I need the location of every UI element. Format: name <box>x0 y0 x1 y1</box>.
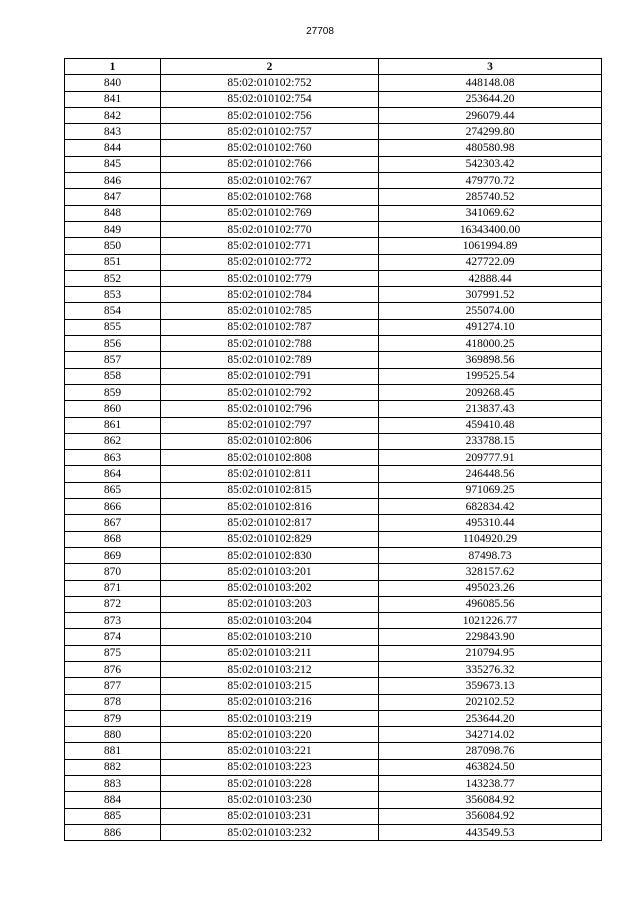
row-number-cell: 865 <box>65 482 161 498</box>
row-number-cell: 860 <box>65 401 161 417</box>
row-number-cell: 883 <box>65 776 161 792</box>
row-number-cell: 847 <box>65 189 161 205</box>
table-row <box>65 466 602 482</box>
table-row <box>65 515 602 531</box>
cadastral-number-cell: 85:02:010102:791 <box>161 368 379 384</box>
row-number-cell: 876 <box>65 661 161 677</box>
cadastral-number-cell: 85:02:010102:796 <box>161 401 379 417</box>
value-cell: 342714.02 <box>379 727 602 743</box>
value-cell: 463824.50 <box>379 759 602 775</box>
cadastral-number-cell: 85:02:010103:202 <box>161 580 379 596</box>
table-row <box>65 613 602 629</box>
row-number-cell: 859 <box>65 384 161 400</box>
cadastral-number-cell: 85:02:010103:211 <box>161 645 379 661</box>
cadastral-number-cell: 85:02:010103:228 <box>161 776 379 792</box>
table-row <box>65 727 602 743</box>
cadastral-number-cell: 85:02:010103:216 <box>161 694 379 710</box>
value-cell: 246448.56 <box>379 466 602 482</box>
column-header-3: 3 <box>379 59 602 75</box>
table-row <box>65 531 602 547</box>
cadastral-number-cell: 85:02:010103:219 <box>161 710 379 726</box>
value-cell: 356084.92 <box>379 792 602 808</box>
cadastral-number-cell: 85:02:010102:785 <box>161 303 379 319</box>
cadastral-number-cell: 85:02:010102:769 <box>161 205 379 221</box>
row-number-cell: 850 <box>65 238 161 254</box>
value-cell: 253644.20 <box>379 710 602 726</box>
table-row <box>65 433 602 449</box>
cadastral-number-cell: 85:02:010102:757 <box>161 124 379 140</box>
row-number-cell: 880 <box>65 727 161 743</box>
row-number-cell: 873 <box>65 613 161 629</box>
cadastral-number-cell: 85:02:010103:231 <box>161 808 379 824</box>
table-row <box>65 417 602 433</box>
value-cell: 491274.10 <box>379 319 602 335</box>
table-row <box>65 401 602 417</box>
row-number-cell: 882 <box>65 759 161 775</box>
cadastral-number-cell: 85:02:010102:816 <box>161 499 379 515</box>
value-cell: 143238.77 <box>379 776 602 792</box>
table-row <box>65 694 602 710</box>
value-cell: 369898.56 <box>379 352 602 368</box>
table-row <box>65 710 602 726</box>
value-cell: 253644.20 <box>379 91 602 107</box>
table-row <box>65 107 602 123</box>
table-row <box>65 596 602 612</box>
table-row <box>65 564 602 580</box>
value-cell: 296079.44 <box>379 107 602 123</box>
cadastral-number-cell: 85:02:010103:204 <box>161 613 379 629</box>
table-row <box>65 221 602 237</box>
table-row <box>65 499 602 515</box>
table-row <box>65 303 602 319</box>
value-cell: 307991.52 <box>379 287 602 303</box>
cadastral-number-cell: 85:02:010102:770 <box>161 221 379 237</box>
table-row <box>65 547 602 563</box>
table-row <box>65 368 602 384</box>
cadastral-number-cell: 85:02:010102:830 <box>161 547 379 563</box>
value-cell: 285740.52 <box>379 189 602 205</box>
row-number-cell: 886 <box>65 824 161 840</box>
table-row <box>65 580 602 596</box>
cadastral-number-cell: 85:02:010102:767 <box>161 173 379 189</box>
cadastral-number-cell: 85:02:010103:212 <box>161 661 379 677</box>
table-row <box>65 319 602 335</box>
value-cell: 1104920.29 <box>379 531 602 547</box>
table-row <box>65 238 602 254</box>
row-number-cell: 853 <box>65 287 161 303</box>
cadastral-number-cell: 85:02:010102:829 <box>161 531 379 547</box>
value-cell: 971069.25 <box>379 482 602 498</box>
table-row <box>65 661 602 677</box>
cadastral-number-cell: 85:02:010102:766 <box>161 156 379 172</box>
cadastral-number-cell: 85:02:010103:230 <box>161 792 379 808</box>
cadastral-number-cell: 85:02:010102:817 <box>161 515 379 531</box>
value-cell: 202102.52 <box>379 694 602 710</box>
table-row <box>65 287 602 303</box>
cadastral-number-cell: 85:02:010102:792 <box>161 384 379 400</box>
cadastral-number-cell: 85:02:010103:201 <box>161 564 379 580</box>
table-row <box>65 140 602 156</box>
value-cell: 233788.15 <box>379 433 602 449</box>
table-row <box>65 450 602 466</box>
table-row <box>65 384 602 400</box>
value-cell: 16343400.00 <box>379 221 602 237</box>
cadastral-number-cell: 85:02:010102:756 <box>161 107 379 123</box>
row-number-cell: 878 <box>65 694 161 710</box>
row-number-cell: 868 <box>65 531 161 547</box>
cadastral-number-cell: 85:02:010102:784 <box>161 287 379 303</box>
cadastral-number-cell: 85:02:010102:806 <box>161 433 379 449</box>
row-number-cell: 845 <box>65 156 161 172</box>
value-cell: 209777.91 <box>379 450 602 466</box>
cadastral-number-cell: 85:02:010102:752 <box>161 75 379 91</box>
value-cell: 287098.76 <box>379 743 602 759</box>
cadastral-number-cell: 85:02:010102:797 <box>161 417 379 433</box>
cadastral-number-cell: 85:02:010102:788 <box>161 336 379 352</box>
table-row <box>65 352 602 368</box>
row-number-cell: 858 <box>65 368 161 384</box>
row-number-cell: 841 <box>65 91 161 107</box>
table-row <box>65 205 602 221</box>
value-cell: 335276.32 <box>379 661 602 677</box>
row-number-cell: 854 <box>65 303 161 319</box>
row-number-cell: 871 <box>65 580 161 596</box>
row-number-cell: 879 <box>65 710 161 726</box>
row-number-cell: 842 <box>65 107 161 123</box>
cadastral-number-cell: 85:02:010102:811 <box>161 466 379 482</box>
row-number-cell: 861 <box>65 417 161 433</box>
row-number-cell: 872 <box>65 596 161 612</box>
row-number-cell: 848 <box>65 205 161 221</box>
cadastral-number-cell: 85:02:010102:808 <box>161 450 379 466</box>
row-number-cell: 851 <box>65 254 161 270</box>
table-row <box>65 678 602 694</box>
value-cell: 42888.44 <box>379 270 602 286</box>
cadastral-number-cell: 85:02:010103:220 <box>161 727 379 743</box>
row-number-cell: 864 <box>65 466 161 482</box>
row-number-cell: 844 <box>65 140 161 156</box>
value-cell: 359673.13 <box>379 678 602 694</box>
row-number-cell: 855 <box>65 319 161 335</box>
table-row <box>65 629 602 645</box>
cadastral-number-cell: 85:02:010102:779 <box>161 270 379 286</box>
value-cell: 443549.53 <box>379 824 602 840</box>
row-number-cell: 840 <box>65 75 161 91</box>
table-row <box>65 91 602 107</box>
row-number-cell: 856 <box>65 336 161 352</box>
row-number-cell: 849 <box>65 221 161 237</box>
data-table <box>64 58 602 841</box>
value-cell: 255074.00 <box>379 303 602 319</box>
row-number-cell: 852 <box>65 270 161 286</box>
cadastral-number-cell: 85:02:010102:754 <box>161 91 379 107</box>
cadastral-number-cell: 85:02:010103:210 <box>161 629 379 645</box>
row-number-cell: 843 <box>65 124 161 140</box>
value-cell: 495310.44 <box>379 515 602 531</box>
table-row <box>65 645 602 661</box>
value-cell: 682834.42 <box>379 499 602 515</box>
value-cell: 341069.62 <box>379 205 602 221</box>
value-cell: 448148.08 <box>379 75 602 91</box>
value-cell: 199525.54 <box>379 368 602 384</box>
value-cell: 427722.09 <box>379 254 602 270</box>
cadastral-number-cell: 85:02:010103:221 <box>161 743 379 759</box>
cadastral-number-cell: 85:02:010103:223 <box>161 759 379 775</box>
table-body <box>65 75 602 841</box>
cadastral-number-cell: 85:02:010103:203 <box>161 596 379 612</box>
row-number-cell: 867 <box>65 515 161 531</box>
cadastral-number-cell: 85:02:010103:232 <box>161 824 379 840</box>
table-row <box>65 336 602 352</box>
table-row <box>65 808 602 824</box>
table-row <box>65 776 602 792</box>
cadastral-number-cell: 85:02:010102:760 <box>161 140 379 156</box>
value-cell: 1021226.77 <box>379 613 602 629</box>
column-header-1: 1 <box>65 59 161 75</box>
row-number-cell: 884 <box>65 792 161 808</box>
table-row <box>65 482 602 498</box>
table-row <box>65 270 602 286</box>
cadastral-number-cell: 85:02:010102:771 <box>161 238 379 254</box>
row-number-cell: 862 <box>65 433 161 449</box>
table-row <box>65 743 602 759</box>
value-cell: 328157.62 <box>379 564 602 580</box>
page-number: 27708 <box>306 26 334 37</box>
cadastral-number-cell: 85:02:010102:789 <box>161 352 379 368</box>
row-number-cell: 870 <box>65 564 161 580</box>
value-cell: 229843.90 <box>379 629 602 645</box>
value-cell: 210794.95 <box>379 645 602 661</box>
table-row <box>65 173 602 189</box>
row-number-cell: 874 <box>65 629 161 645</box>
table-row <box>65 156 602 172</box>
table-header-row <box>65 59 602 75</box>
value-cell: 480580.98 <box>379 140 602 156</box>
value-cell: 209268.45 <box>379 384 602 400</box>
row-number-cell: 881 <box>65 743 161 759</box>
row-number-cell: 877 <box>65 678 161 694</box>
value-cell: 496085.56 <box>379 596 602 612</box>
row-number-cell: 857 <box>65 352 161 368</box>
table-row <box>65 189 602 205</box>
cadastral-number-cell: 85:02:010102:815 <box>161 482 379 498</box>
table-row <box>65 124 602 140</box>
row-number-cell: 869 <box>65 547 161 563</box>
cadastral-number-cell: 85:02:010102:787 <box>161 319 379 335</box>
cadastral-number-cell: 85:02:010102:768 <box>161 189 379 205</box>
row-number-cell: 885 <box>65 808 161 824</box>
table-row <box>65 75 602 91</box>
value-cell: 274299.80 <box>379 124 602 140</box>
table-row <box>65 254 602 270</box>
cadastral-number-cell: 85:02:010102:772 <box>161 254 379 270</box>
value-cell: 495023.26 <box>379 580 602 596</box>
row-number-cell: 875 <box>65 645 161 661</box>
table-row <box>65 824 602 840</box>
cadastral-number-cell: 85:02:010103:215 <box>161 678 379 694</box>
value-cell: 356084.92 <box>379 808 602 824</box>
table-row <box>65 759 602 775</box>
row-number-cell: 846 <box>65 173 161 189</box>
table-row <box>65 792 602 808</box>
value-cell: 418000.25 <box>379 336 602 352</box>
value-cell: 213837.43 <box>379 401 602 417</box>
row-number-cell: 863 <box>65 450 161 466</box>
value-cell: 87498.73 <box>379 547 602 563</box>
value-cell: 459410.48 <box>379 417 602 433</box>
value-cell: 542303.42 <box>379 156 602 172</box>
column-header-2: 2 <box>161 59 379 75</box>
value-cell: 479770.72 <box>379 173 602 189</box>
value-cell: 1061994.89 <box>379 238 602 254</box>
row-number-cell: 866 <box>65 499 161 515</box>
